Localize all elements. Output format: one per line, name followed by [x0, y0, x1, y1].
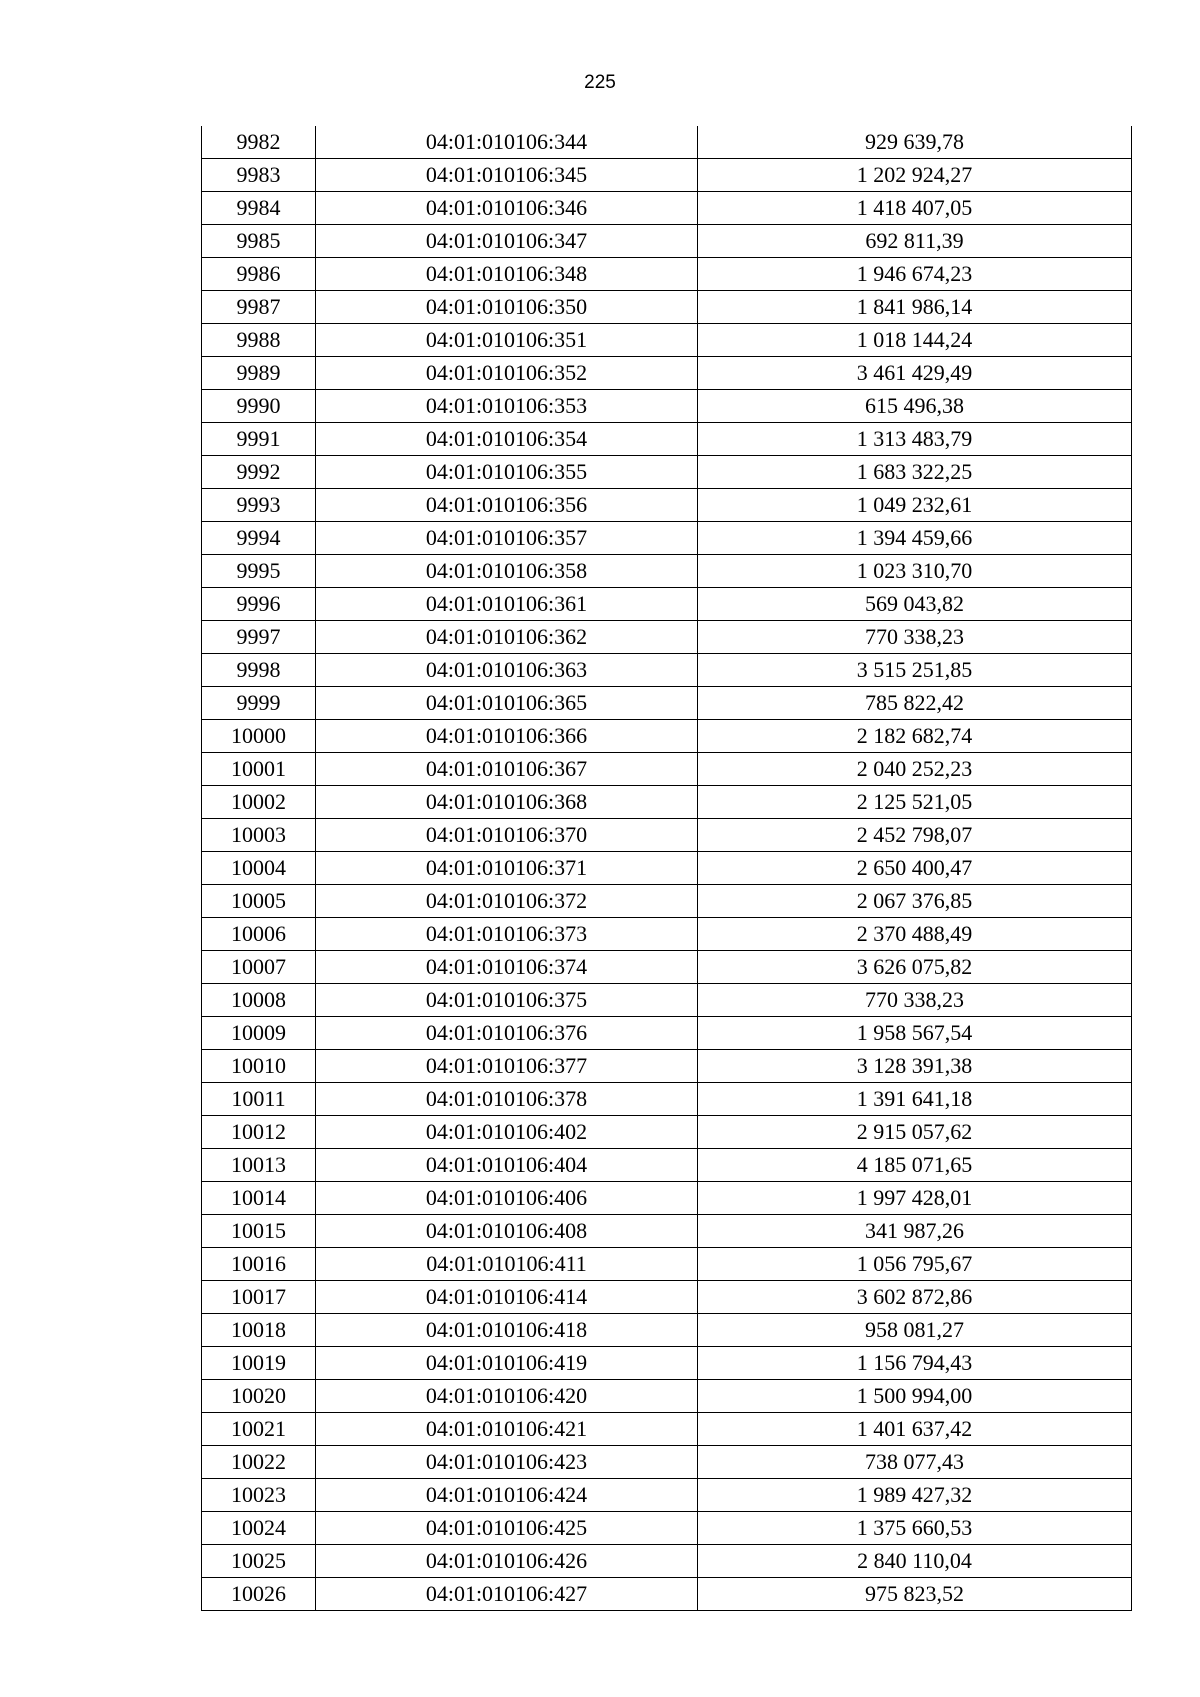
cadastral-number-cell: 04:01:010106:357	[316, 522, 698, 555]
cadastral-number-cell: 04:01:010106:344	[316, 126, 698, 159]
row-number-cell: 9988	[202, 324, 316, 357]
table-row	[202, 456, 1132, 489]
table-row	[202, 588, 1132, 621]
row-number-cell: 10021	[202, 1413, 316, 1446]
table-row	[202, 1413, 1132, 1446]
page-number: 225	[584, 72, 616, 93]
table-row	[202, 1050, 1132, 1083]
table-row	[202, 1512, 1132, 1545]
cadastral-value-cell: 3 128 391,38	[698, 1050, 1132, 1083]
table-row	[202, 522, 1132, 555]
row-number-cell: 9996	[202, 588, 316, 621]
cadastral-value-cell: 1 401 637,42	[698, 1413, 1132, 1446]
row-number-cell: 10022	[202, 1446, 316, 1479]
table-row	[202, 1347, 1132, 1380]
cadastral-number-cell: 04:01:010106:423	[316, 1446, 698, 1479]
cadastral-number-cell: 04:01:010106:352	[316, 357, 698, 390]
cadastral-number-cell: 04:01:010106:376	[316, 1017, 698, 1050]
table-row	[202, 1116, 1132, 1149]
cadastral-value-cell: 1 841 986,14	[698, 291, 1132, 324]
cadastral-number-cell: 04:01:010106:426	[316, 1545, 698, 1578]
row-number-cell: 10019	[202, 1347, 316, 1380]
cadastral-value-cell: 2 040 252,23	[698, 753, 1132, 786]
cadastral-value-cell: 2 125 521,05	[698, 786, 1132, 819]
table-row	[202, 621, 1132, 654]
row-number-cell: 10002	[202, 786, 316, 819]
cadastral-number-cell: 04:01:010106:418	[316, 1314, 698, 1347]
row-number-cell: 10013	[202, 1149, 316, 1182]
row-number-cell: 9989	[202, 357, 316, 390]
row-number-cell: 10015	[202, 1215, 316, 1248]
cadastral-value-cell: 958 081,27	[698, 1314, 1132, 1347]
table-row	[202, 555, 1132, 588]
cadastral-number-cell: 04:01:010106:373	[316, 918, 698, 951]
row-number-cell: 10014	[202, 1182, 316, 1215]
cadastral-value-cell: 4 185 071,65	[698, 1149, 1132, 1182]
row-number-cell: 9985	[202, 225, 316, 258]
cadastral-value-cell: 1 018 144,24	[698, 324, 1132, 357]
cadastral-number-cell: 04:01:010106:361	[316, 588, 698, 621]
cadastral-value-cell: 770 338,23	[698, 984, 1132, 1017]
cadastral-number-cell: 04:01:010106:350	[316, 291, 698, 324]
cadastral-value-cell: 975 823,52	[698, 1578, 1132, 1611]
row-number-cell: 10003	[202, 819, 316, 852]
cadastral-value-cell: 1 313 483,79	[698, 423, 1132, 456]
row-number-cell: 10010	[202, 1050, 316, 1083]
table-row	[202, 720, 1132, 753]
cadastral-value-cell: 692 811,39	[698, 225, 1132, 258]
table-row	[202, 1083, 1132, 1116]
table-body	[202, 126, 1132, 1611]
cadastral-number-cell: 04:01:010106:419	[316, 1347, 698, 1380]
row-number-cell: 10009	[202, 1017, 316, 1050]
cadastral-number-cell: 04:01:010106:411	[316, 1248, 698, 1281]
row-number-cell: 10020	[202, 1380, 316, 1413]
cadastral-number-cell: 04:01:010106:358	[316, 555, 698, 588]
table-row	[202, 852, 1132, 885]
table-row	[202, 1479, 1132, 1512]
cadastral-number-cell: 04:01:010106:414	[316, 1281, 698, 1314]
cadastral-number-cell: 04:01:010106:427	[316, 1578, 698, 1611]
cadastral-value-cell: 1 023 310,70	[698, 555, 1132, 588]
row-number-cell: 9995	[202, 555, 316, 588]
cadastral-value-cell: 1 997 428,01	[698, 1182, 1132, 1215]
cadastral-number-cell: 04:01:010106:365	[316, 687, 698, 720]
cadastral-value-cell: 929 639,78	[698, 126, 1132, 159]
cadastral-number-cell: 04:01:010106:353	[316, 390, 698, 423]
cadastral-number-cell: 04:01:010106:366	[316, 720, 698, 753]
table-row	[202, 258, 1132, 291]
cadastral-number-cell: 04:01:010106:351	[316, 324, 698, 357]
row-number-cell: 9986	[202, 258, 316, 291]
table-row	[202, 786, 1132, 819]
table-row	[202, 687, 1132, 720]
table-row	[202, 1281, 1132, 1314]
cadastral-number-cell: 04:01:010106:347	[316, 225, 698, 258]
cadastral-number-cell: 04:01:010106:421	[316, 1413, 698, 1446]
table-row	[202, 1182, 1132, 1215]
cadastral-value-cell: 341 987,26	[698, 1215, 1132, 1248]
cadastral-value-cell: 738 077,43	[698, 1446, 1132, 1479]
cadastral-value-cell: 615 496,38	[698, 390, 1132, 423]
row-number-cell: 10011	[202, 1083, 316, 1116]
row-number-cell: 10025	[202, 1545, 316, 1578]
cadastral-number-cell: 04:01:010106:367	[316, 753, 698, 786]
cadastral-number-cell: 04:01:010106:355	[316, 456, 698, 489]
row-number-cell: 10012	[202, 1116, 316, 1149]
row-number-cell: 9984	[202, 192, 316, 225]
cadastral-number-cell: 04:01:010106:404	[316, 1149, 698, 1182]
table-row	[202, 390, 1132, 423]
table-row	[202, 819, 1132, 852]
table-row	[202, 192, 1132, 225]
row-number-cell: 10017	[202, 1281, 316, 1314]
cadastral-number-cell: 04:01:010106:371	[316, 852, 698, 885]
row-number-cell: 10018	[202, 1314, 316, 1347]
row-number-cell: 9993	[202, 489, 316, 522]
cadastral-number-cell: 04:01:010106:420	[316, 1380, 698, 1413]
cadastral-number-cell: 04:01:010106:402	[316, 1116, 698, 1149]
cadastral-number-cell: 04:01:010106:370	[316, 819, 698, 852]
cadastral-value-cell: 2 182 682,74	[698, 720, 1132, 753]
cadastral-value-cell: 2 452 798,07	[698, 819, 1132, 852]
cadastral-value-cell: 569 043,82	[698, 588, 1132, 621]
cadastral-value-cell: 1 958 567,54	[698, 1017, 1132, 1050]
cadastral-value-cell: 2 370 488,49	[698, 918, 1132, 951]
cadastral-value-cell: 1 049 232,61	[698, 489, 1132, 522]
table-row	[202, 984, 1132, 1017]
table-row	[202, 1578, 1132, 1611]
row-number-cell: 10026	[202, 1578, 316, 1611]
cadastral-value-cell: 1 375 660,53	[698, 1512, 1132, 1545]
table-row	[202, 159, 1132, 192]
row-number-cell: 9991	[202, 423, 316, 456]
cadastral-value-cell: 3 626 075,82	[698, 951, 1132, 984]
cadastral-number-cell: 04:01:010106:375	[316, 984, 698, 1017]
cadastral-value-cell: 2 915 057,62	[698, 1116, 1132, 1149]
row-number-cell: 9990	[202, 390, 316, 423]
row-number-cell: 9982	[202, 126, 316, 159]
table-row	[202, 1545, 1132, 1578]
table-row	[202, 1446, 1132, 1479]
cadastral-value-cell: 3 461 429,49	[698, 357, 1132, 390]
row-number-cell: 9997	[202, 621, 316, 654]
table-row	[202, 291, 1132, 324]
cadastral-number-cell: 04:01:010106:424	[316, 1479, 698, 1512]
row-number-cell: 10007	[202, 951, 316, 984]
cadastral-value-table	[201, 126, 1132, 1611]
row-number-cell: 9983	[202, 159, 316, 192]
table-row	[202, 885, 1132, 918]
cadastral-number-cell: 04:01:010106:346	[316, 192, 698, 225]
row-number-cell: 10004	[202, 852, 316, 885]
row-number-cell: 10006	[202, 918, 316, 951]
table-row	[202, 423, 1132, 456]
row-number-cell: 9999	[202, 687, 316, 720]
cadastral-number-cell: 04:01:010106:348	[316, 258, 698, 291]
cadastral-value-cell: 785 822,42	[698, 687, 1132, 720]
table-row	[202, 324, 1132, 357]
table-row	[202, 1248, 1132, 1281]
row-number-cell: 9987	[202, 291, 316, 324]
table-row	[202, 951, 1132, 984]
cadastral-value-cell: 1 391 641,18	[698, 1083, 1132, 1116]
cadastral-number-cell: 04:01:010106:378	[316, 1083, 698, 1116]
row-number-cell: 10005	[202, 885, 316, 918]
table-row	[202, 1149, 1132, 1182]
cadastral-value-cell: 2 840 110,04	[698, 1545, 1132, 1578]
cadastral-number-cell: 04:01:010106:425	[316, 1512, 698, 1545]
cadastral-number-cell: 04:01:010106:354	[316, 423, 698, 456]
row-number-cell: 10016	[202, 1248, 316, 1281]
cadastral-value-cell: 1 394 459,66	[698, 522, 1132, 555]
cadastral-number-cell: 04:01:010106:406	[316, 1182, 698, 1215]
cadastral-number-cell: 04:01:010106:345	[316, 159, 698, 192]
cadastral-number-cell: 04:01:010106:408	[316, 1215, 698, 1248]
cadastral-value-cell: 1 156 794,43	[698, 1347, 1132, 1380]
cadastral-number-cell: 04:01:010106:374	[316, 951, 698, 984]
row-number-cell: 10024	[202, 1512, 316, 1545]
cadastral-number-cell: 04:01:010106:372	[316, 885, 698, 918]
table-row	[202, 357, 1132, 390]
cadastral-value-cell: 1 056 795,67	[698, 1248, 1132, 1281]
row-number-cell: 9994	[202, 522, 316, 555]
table-row	[202, 126, 1132, 159]
cadastral-value-cell: 3 515 251,85	[698, 654, 1132, 687]
cadastral-value-cell: 2 650 400,47	[698, 852, 1132, 885]
cadastral-value-cell: 1 946 674,23	[698, 258, 1132, 291]
table-row	[202, 225, 1132, 258]
row-number-cell: 10001	[202, 753, 316, 786]
table-row	[202, 1380, 1132, 1413]
row-number-cell: 9992	[202, 456, 316, 489]
row-number-cell: 9998	[202, 654, 316, 687]
cadastral-number-cell: 04:01:010106:356	[316, 489, 698, 522]
cadastral-number-cell: 04:01:010106:362	[316, 621, 698, 654]
table-row	[202, 1314, 1132, 1347]
table-row	[202, 918, 1132, 951]
cadastral-value-cell: 1 989 427,32	[698, 1479, 1132, 1512]
row-number-cell: 10000	[202, 720, 316, 753]
cadastral-number-cell: 04:01:010106:368	[316, 786, 698, 819]
cadastral-value-cell: 1 683 322,25	[698, 456, 1132, 489]
cadastral-number-cell: 04:01:010106:377	[316, 1050, 698, 1083]
row-number-cell: 10023	[202, 1479, 316, 1512]
cadastral-value-cell: 1 202 924,27	[698, 159, 1132, 192]
cadastral-number-cell: 04:01:010106:363	[316, 654, 698, 687]
table-row	[202, 654, 1132, 687]
cadastral-value-cell: 1 500 994,00	[698, 1380, 1132, 1413]
table-row	[202, 753, 1132, 786]
table-row	[202, 489, 1132, 522]
cadastral-value-cell: 770 338,23	[698, 621, 1132, 654]
table-row	[202, 1017, 1132, 1050]
cadastral-value-cell: 2 067 376,85	[698, 885, 1132, 918]
table-row	[202, 1215, 1132, 1248]
cadastral-value-cell: 3 602 872,86	[698, 1281, 1132, 1314]
row-number-cell: 10008	[202, 984, 316, 1017]
cadastral-value-cell: 1 418 407,05	[698, 192, 1132, 225]
